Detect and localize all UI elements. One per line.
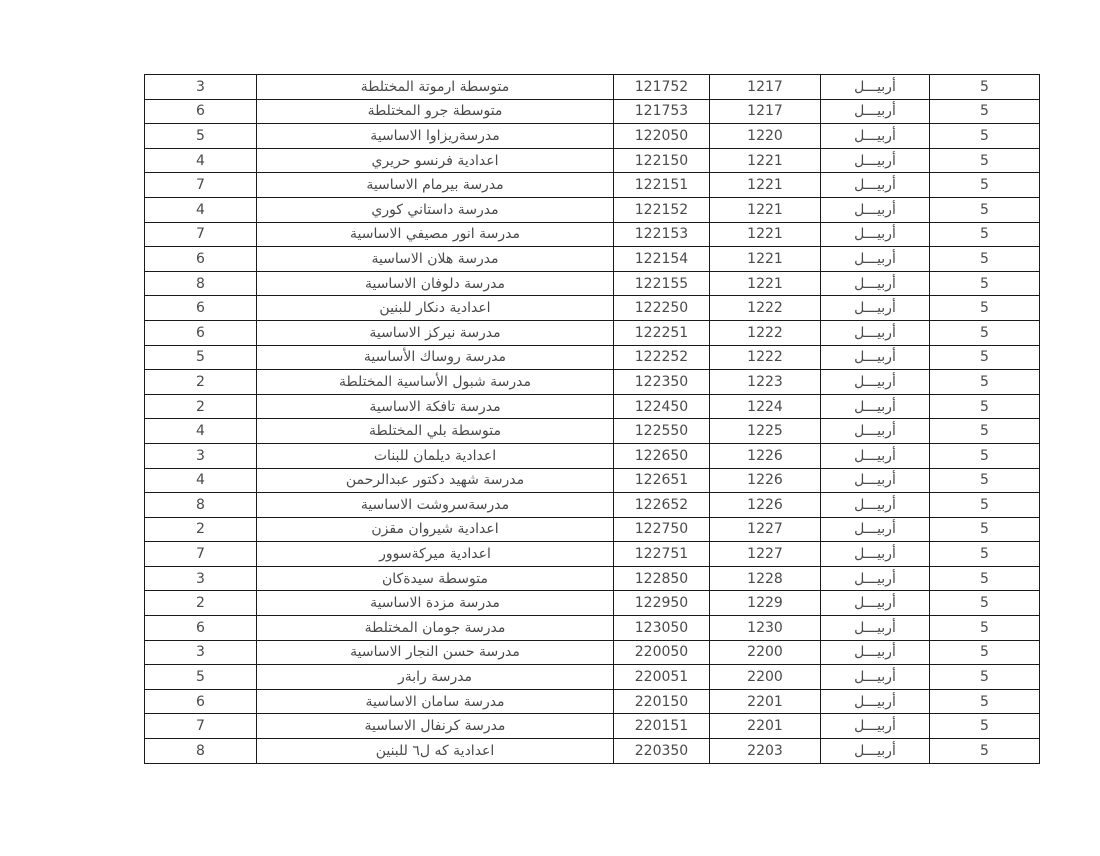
school-name-cell: مدرسة شهيد دكتور عبدالرحمن (257, 468, 614, 493)
table-row (145, 173, 1040, 198)
school-name-cell: اعدادية فرنسو حريري (257, 148, 614, 173)
school-name-cell: اعدادية شيروان مقزن (257, 517, 614, 542)
city-cell: أربيـــل (821, 591, 930, 616)
school-code-cell: 122750 (614, 517, 710, 542)
school-name-cell: مدرسة بيرمام الاساسية (257, 173, 614, 198)
count-cell: 3 (145, 75, 257, 100)
schools-table (144, 74, 1040, 764)
count-cell: 7 (145, 714, 257, 739)
directorate-code-cell: 1225 (710, 419, 821, 444)
number-cell: 5 (930, 689, 1040, 714)
count-cell: 4 (145, 148, 257, 173)
number-cell: 5 (930, 320, 1040, 345)
city-cell: أربيـــل (821, 197, 930, 222)
table-row (145, 419, 1040, 444)
school-code-cell: 123050 (614, 616, 710, 641)
directorate-code-cell: 1221 (710, 173, 821, 198)
table-row (145, 124, 1040, 149)
count-cell: 5 (145, 124, 257, 149)
table-row (145, 443, 1040, 468)
directorate-code-cell: 1217 (710, 75, 821, 100)
school-name-cell: اعدادية كه ل٦ للبنين (257, 739, 614, 764)
directorate-code-cell: 1230 (710, 616, 821, 641)
directorate-code-cell: 1226 (710, 468, 821, 493)
city-cell: أربيـــل (821, 271, 930, 296)
school-name-cell: متوسطة جرو المختلطة (257, 99, 614, 124)
number-cell: 5 (930, 247, 1040, 272)
school-code-cell: 122751 (614, 542, 710, 567)
table-row (145, 370, 1040, 395)
school-code-cell: 122950 (614, 591, 710, 616)
school-name-cell: متوسطة سيدةكان (257, 566, 614, 591)
city-cell: أربيـــل (821, 345, 930, 370)
count-cell: 8 (145, 271, 257, 296)
school-name-cell: مدرسة هلان الاساسية (257, 247, 614, 272)
school-code-cell: 122850 (614, 566, 710, 591)
directorate-code-cell: 1221 (710, 247, 821, 272)
number-cell: 5 (930, 75, 1040, 100)
count-cell: 6 (145, 689, 257, 714)
city-cell: أربيـــل (821, 296, 930, 321)
city-cell: أربيـــل (821, 419, 930, 444)
count-cell: 2 (145, 370, 257, 395)
city-cell: أربيـــل (821, 542, 930, 567)
directorate-code-cell: 2203 (710, 739, 821, 764)
count-cell: 6 (145, 296, 257, 321)
number-cell: 5 (930, 542, 1040, 567)
directorate-code-cell: 1226 (710, 493, 821, 518)
school-code-cell: 122250 (614, 296, 710, 321)
directorate-code-cell: 1221 (710, 222, 821, 247)
table-row (145, 148, 1040, 173)
city-cell: أربيـــل (821, 714, 930, 739)
number-cell: 5 (930, 640, 1040, 665)
school-code-cell: 121752 (614, 75, 710, 100)
school-code-cell: 122153 (614, 222, 710, 247)
count-cell: 2 (145, 517, 257, 542)
table-row (145, 566, 1040, 591)
city-cell: أربيـــل (821, 493, 930, 518)
school-code-cell: 220150 (614, 689, 710, 714)
city-cell: أربيـــل (821, 320, 930, 345)
count-cell: 6 (145, 247, 257, 272)
number-cell: 5 (930, 517, 1040, 542)
city-cell: أربيـــل (821, 75, 930, 100)
table-row (145, 739, 1040, 764)
city-cell: أربيـــل (821, 616, 930, 641)
school-name-cell: اعدادية ميركةسوور (257, 542, 614, 567)
directorate-code-cell: 2200 (710, 640, 821, 665)
directorate-code-cell: 1227 (710, 517, 821, 542)
school-name-cell: مدرسة جومان المختلطة (257, 616, 614, 641)
number-cell: 5 (930, 419, 1040, 444)
number-cell: 5 (930, 616, 1040, 641)
city-cell: أربيـــل (821, 739, 930, 764)
table-row (145, 468, 1040, 493)
school-code-cell: 122251 (614, 320, 710, 345)
school-code-cell: 122450 (614, 394, 710, 419)
school-name-cell: مدرسة حسن النجار الاساسية (257, 640, 614, 665)
table-row (145, 296, 1040, 321)
school-name-cell: مدرسة نيركز الاساسية (257, 320, 614, 345)
school-code-cell: 122155 (614, 271, 710, 296)
school-code-cell: 122050 (614, 124, 710, 149)
count-cell: 7 (145, 542, 257, 567)
city-cell: أربيـــل (821, 99, 930, 124)
directorate-code-cell: 1220 (710, 124, 821, 149)
number-cell: 5 (930, 345, 1040, 370)
number-cell: 5 (930, 468, 1040, 493)
number-cell: 5 (930, 665, 1040, 690)
count-cell: 2 (145, 394, 257, 419)
count-cell: 6 (145, 616, 257, 641)
number-cell: 5 (930, 124, 1040, 149)
table-row (145, 197, 1040, 222)
school-code-cell: 122650 (614, 443, 710, 468)
directorate-code-cell: 1222 (710, 320, 821, 345)
school-code-cell: 122252 (614, 345, 710, 370)
number-cell: 5 (930, 296, 1040, 321)
city-cell: أربيـــل (821, 517, 930, 542)
city-cell: أربيـــل (821, 124, 930, 149)
school-code-cell: 220051 (614, 665, 710, 690)
school-code-cell: 122154 (614, 247, 710, 272)
table-row (145, 99, 1040, 124)
school-code-cell: 220050 (614, 640, 710, 665)
directorate-code-cell: 1217 (710, 99, 821, 124)
school-name-cell: مدرسة تافكة الاساسية (257, 394, 614, 419)
number-cell: 5 (930, 394, 1040, 419)
directorate-code-cell: 2201 (710, 714, 821, 739)
school-name-cell: مدرسة دلوفان الاساسية (257, 271, 614, 296)
school-name-cell: مدرسة كرنفال الاساسية (257, 714, 614, 739)
number-cell: 5 (930, 493, 1040, 518)
school-code-cell: 122152 (614, 197, 710, 222)
directorate-code-cell: 1221 (710, 271, 821, 296)
school-name-cell: مدرسة شبول الأساسية المختلطة (257, 370, 614, 395)
number-cell: 5 (930, 443, 1040, 468)
table-row (145, 591, 1040, 616)
school-name-cell: متوسطة بلي المختلطة (257, 419, 614, 444)
count-cell: 4 (145, 468, 257, 493)
count-cell: 6 (145, 320, 257, 345)
table-row (145, 689, 1040, 714)
number-cell: 5 (930, 173, 1040, 198)
school-name-cell: مدرسةريزاوا الاساسية (257, 124, 614, 149)
table-row (145, 222, 1040, 247)
city-cell: أربيـــل (821, 222, 930, 247)
count-cell: 8 (145, 739, 257, 764)
count-cell: 6 (145, 99, 257, 124)
school-name-cell: مدرسة روساك الأساسية (257, 345, 614, 370)
school-name-cell: مدرسة رابةر (257, 665, 614, 690)
number-cell: 5 (930, 591, 1040, 616)
directorate-code-cell: 2201 (710, 689, 821, 714)
number-cell: 5 (930, 99, 1040, 124)
school-code-cell: 122151 (614, 173, 710, 198)
school-name-cell: اعدادية دنكار للبنين (257, 296, 614, 321)
table-row (145, 714, 1040, 739)
directorate-code-cell: 1228 (710, 566, 821, 591)
table-row (145, 616, 1040, 641)
table-row (145, 665, 1040, 690)
city-cell: أربيـــل (821, 468, 930, 493)
number-cell: 5 (930, 197, 1040, 222)
city-cell: أربيـــل (821, 148, 930, 173)
school-name-cell: مدرسة داستاني كوري (257, 197, 614, 222)
number-cell: 5 (930, 714, 1040, 739)
directorate-code-cell: 1229 (710, 591, 821, 616)
school-code-cell: 122350 (614, 370, 710, 395)
table-row (145, 247, 1040, 272)
count-cell: 3 (145, 640, 257, 665)
school-code-cell: 122652 (614, 493, 710, 518)
count-cell: 4 (145, 197, 257, 222)
school-code-cell: 122651 (614, 468, 710, 493)
city-cell: أربيـــل (821, 173, 930, 198)
school-name-cell: مدرسة سامان الاساسية (257, 689, 614, 714)
count-cell: 4 (145, 419, 257, 444)
count-cell: 5 (145, 665, 257, 690)
count-cell: 8 (145, 493, 257, 518)
directorate-code-cell: 1222 (710, 345, 821, 370)
school-code-cell: 220350 (614, 739, 710, 764)
number-cell: 5 (930, 370, 1040, 395)
table-row (145, 394, 1040, 419)
city-cell: أربيـــل (821, 394, 930, 419)
count-cell: 3 (145, 443, 257, 468)
school-code-cell: 220151 (614, 714, 710, 739)
city-cell: أربيـــل (821, 370, 930, 395)
number-cell: 5 (930, 148, 1040, 173)
directorate-code-cell: 1223 (710, 370, 821, 395)
number-cell: 5 (930, 271, 1040, 296)
school-name-cell: اعدادية ديلمان للبنات (257, 443, 614, 468)
city-cell: أربيـــل (821, 443, 930, 468)
table-row (145, 75, 1040, 100)
table-row (145, 542, 1040, 567)
directorate-code-cell: 1227 (710, 542, 821, 567)
school-name-cell: مدرسة انور مصيفي الاساسية (257, 222, 614, 247)
school-code-cell: 121753 (614, 99, 710, 124)
count-cell: 2 (145, 591, 257, 616)
school-code-cell: 122550 (614, 419, 710, 444)
table-row (145, 271, 1040, 296)
city-cell: أربيـــل (821, 665, 930, 690)
number-cell: 5 (930, 222, 1040, 247)
city-cell: أربيـــل (821, 247, 930, 272)
school-name-cell: مدرسة مزدة الاساسية (257, 591, 614, 616)
table-row (145, 320, 1040, 345)
city-cell: أربيـــل (821, 689, 930, 714)
directorate-code-cell: 1224 (710, 394, 821, 419)
school-code-cell: 122150 (614, 148, 710, 173)
table-row (145, 517, 1040, 542)
number-cell: 5 (930, 566, 1040, 591)
school-name-cell: مدرسةسروشت الاساسية (257, 493, 614, 518)
table-row (145, 640, 1040, 665)
table-row (145, 345, 1040, 370)
count-cell: 7 (145, 173, 257, 198)
directorate-code-cell: 1222 (710, 296, 821, 321)
table-row (145, 493, 1040, 518)
city-cell: أربيـــل (821, 566, 930, 591)
directorate-code-cell: 1226 (710, 443, 821, 468)
school-name-cell: متوسطة ارموتة المختلطة (257, 75, 614, 100)
count-cell: 5 (145, 345, 257, 370)
count-cell: 7 (145, 222, 257, 247)
directorate-code-cell: 2200 (710, 665, 821, 690)
count-cell: 3 (145, 566, 257, 591)
directorate-code-cell: 1221 (710, 148, 821, 173)
directorate-code-cell: 1221 (710, 197, 821, 222)
schools-table-body (145, 75, 1040, 764)
city-cell: أربيـــل (821, 640, 930, 665)
number-cell: 5 (930, 739, 1040, 764)
